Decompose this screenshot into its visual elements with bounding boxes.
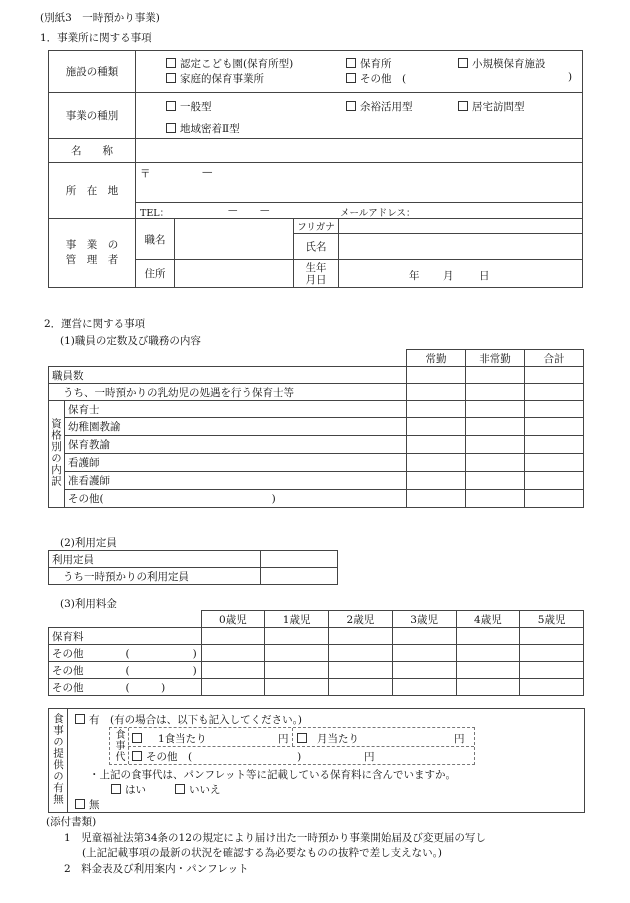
cell[interactable] xyxy=(466,367,525,384)
cell[interactable] xyxy=(466,454,525,472)
cell[interactable] xyxy=(201,679,265,696)
facility-type-label: 施設の種類 xyxy=(49,51,136,93)
staff-total-label: 職員数 xyxy=(49,367,407,384)
qualification-label: 資格別の内訳 xyxy=(49,401,65,508)
opt-nintei[interactable]: 認定こども園(保育所型) xyxy=(166,56,293,71)
contact-row xyxy=(136,203,583,219)
staff-row-label: 看護師 xyxy=(65,454,407,472)
home-address-label: 住所 xyxy=(136,260,175,288)
cell[interactable] xyxy=(520,662,584,679)
attach-title: (添付書類) xyxy=(46,816,97,828)
attach-item-2: 2 料金表及び利用案内・パンフレット xyxy=(64,863,249,875)
cell[interactable] xyxy=(407,367,466,384)
cell[interactable] xyxy=(525,418,584,436)
cell[interactable] xyxy=(392,679,456,696)
cell[interactable] xyxy=(329,645,393,662)
manager-label: 事 業 の 管 理 者 xyxy=(49,219,136,288)
fee-title: (3)利用料金 xyxy=(60,598,117,610)
cell[interactable] xyxy=(392,662,456,679)
job-title-label: 職名 xyxy=(136,219,175,260)
meal-vlabel-cell xyxy=(49,709,68,812)
cell[interactable] xyxy=(456,679,520,696)
postal-mark: 〒 xyxy=(140,168,151,180)
cell[interactable] xyxy=(525,401,584,418)
capacity-sub-field[interactable] xyxy=(261,568,338,585)
meal-cost-box xyxy=(109,727,475,765)
cell[interactable] xyxy=(407,401,466,418)
staff-table xyxy=(48,349,584,508)
tel-label: TEL： xyxy=(140,208,170,219)
meal-question: ・上記の食事代は、パンフレット等に記載している保育料に含んでいますか。 xyxy=(89,769,456,781)
cell[interactable] xyxy=(329,662,393,679)
col-fulltime: 常勤 xyxy=(407,350,466,367)
opt-small[interactable]: 小規模保育施設 xyxy=(458,56,546,71)
opt-yoyu[interactable]: 余裕活用型 xyxy=(346,99,413,114)
capacity-label: 利用定員 xyxy=(49,551,261,568)
fee-col: 5歳児 xyxy=(520,611,584,628)
per-meal-option[interactable]: 1食当たり xyxy=(132,731,207,746)
cell[interactable] xyxy=(407,454,466,472)
furigana-field[interactable] xyxy=(339,219,583,234)
cell[interactable] xyxy=(407,472,466,490)
staff-sub-label: うち、一時預かりの乳幼児の処遇を行う保育士等 xyxy=(49,384,407,401)
meal-iie[interactable]: いいえ xyxy=(175,782,221,797)
person-name-field[interactable] xyxy=(339,234,583,260)
cell[interactable] xyxy=(407,418,466,436)
cell[interactable] xyxy=(392,628,456,645)
meal-hai[interactable]: はい xyxy=(111,782,146,797)
yen-3: 円 xyxy=(364,751,375,763)
capacity-title: (2)利用定員 xyxy=(60,537,117,549)
meal-yes[interactable]: 有 (有の場合は、以下も記入してください。) xyxy=(75,712,302,727)
fee-row-label: その他 ( ) xyxy=(49,645,202,662)
cell[interactable] xyxy=(265,645,329,662)
cell[interactable] xyxy=(466,436,525,454)
mail-label: メールアドレス： xyxy=(340,208,416,219)
cell[interactable] xyxy=(329,628,393,645)
header: (別紙3 一時預かり事業) xyxy=(40,12,160,24)
birthdate-label: 生年 月日 xyxy=(294,260,339,288)
col-parttime: 非常勤 xyxy=(466,350,525,367)
cell[interactable] xyxy=(456,645,520,662)
opt-other-close: ) xyxy=(568,71,573,83)
section-2-title: 2．運営に関する事項 xyxy=(44,318,146,330)
cell[interactable] xyxy=(520,628,584,645)
person-name-label: 氏名 xyxy=(294,234,339,260)
cell[interactable] xyxy=(265,679,329,696)
staff-row-label: 准看護師 xyxy=(65,472,407,490)
cell[interactable] xyxy=(466,472,525,490)
opt-other[interactable]: その他 ( xyxy=(346,71,406,86)
address-field[interactable] xyxy=(136,163,583,203)
facility-table xyxy=(48,50,583,288)
cell[interactable] xyxy=(456,628,520,645)
cell[interactable] xyxy=(525,472,584,490)
location-label: 所 在 地 xyxy=(49,163,136,219)
cell[interactable] xyxy=(407,384,466,401)
cell[interactable] xyxy=(407,490,466,508)
fee-col: 4歳児 xyxy=(456,611,520,628)
cell[interactable] xyxy=(201,645,265,662)
tel-dash-1: — xyxy=(228,205,238,216)
capacity-sub-label: うち一時預かりの利用定員 xyxy=(49,568,261,585)
meal-vlabel: 食事の提供の有無 xyxy=(52,713,64,805)
cell[interactable] xyxy=(525,384,584,401)
month-label: 月 xyxy=(443,270,454,282)
opt-katei[interactable]: 家庭的保育事業所 xyxy=(166,71,264,86)
home-address-field[interactable] xyxy=(175,260,294,288)
opt-ippan[interactable]: 一般型 xyxy=(166,99,212,114)
fee-blank xyxy=(49,611,202,628)
fee-col: 1歳児 xyxy=(265,611,329,628)
capacity-field[interactable] xyxy=(261,551,338,568)
cell[interactable] xyxy=(525,454,584,472)
staff-blank xyxy=(49,350,407,367)
birthdate-field[interactable] xyxy=(339,260,583,288)
cell[interactable] xyxy=(201,628,265,645)
section-1-title: 1．事業所に関する事項 xyxy=(40,32,152,44)
year-label: 年 xyxy=(409,270,420,282)
fee-row-label: その他 ( ) xyxy=(49,662,202,679)
per-month-option[interactable]: 月当たり xyxy=(297,731,359,746)
tel-dash-2: — xyxy=(260,205,270,216)
furigana-label: フリガナ xyxy=(294,219,339,234)
col-total: 合計 xyxy=(525,350,584,367)
fee-row-label: その他 ( ) xyxy=(49,679,202,696)
opt-chiiki[interactable]: 地域密着Ⅱ型 xyxy=(166,121,240,136)
cell[interactable] xyxy=(520,645,584,662)
cell[interactable] xyxy=(201,662,265,679)
meal-no[interactable]: 無 xyxy=(75,797,100,812)
business-type-options xyxy=(136,93,583,139)
staff-row-label: その他( ) xyxy=(65,490,407,508)
cell[interactable] xyxy=(265,662,329,679)
cell[interactable] xyxy=(407,436,466,454)
cell[interactable] xyxy=(329,679,393,696)
yen-1: 円 xyxy=(278,733,289,745)
staff-row-label: 保育士 xyxy=(65,401,407,418)
attach-item-1-note: (上記記載事項の最新の状況を確認する為必要なものの抜粋で差し支えない。) xyxy=(82,847,442,859)
opt-kyotaku[interactable]: 居宅訪問型 xyxy=(458,99,525,114)
capacity-table xyxy=(48,550,338,585)
cell[interactable] xyxy=(466,490,525,508)
cell[interactable] xyxy=(456,662,520,679)
cell[interactable] xyxy=(525,367,584,384)
meal-cost-vlabel: 食事代 xyxy=(113,729,124,762)
cell[interactable] xyxy=(525,436,584,454)
meal-box xyxy=(48,708,585,813)
yen-2: 円 xyxy=(454,733,465,745)
cell[interactable] xyxy=(466,401,525,418)
name-field[interactable] xyxy=(136,139,583,163)
fee-row-label: 保育料 xyxy=(49,628,202,645)
name-label: 名 称 xyxy=(49,139,136,163)
fee-col: 2歳児 xyxy=(329,611,393,628)
business-type-label: 事業の種別 xyxy=(49,93,136,139)
opt-hoikusho[interactable]: 保育所 xyxy=(346,56,392,71)
other-meal-option[interactable]: その他 ( ) xyxy=(132,749,301,764)
cell[interactable] xyxy=(466,384,525,401)
staff-row-label: 幼稚園教諭 xyxy=(65,418,407,436)
facility-type-options xyxy=(136,51,583,93)
cell[interactable] xyxy=(265,628,329,645)
cell[interactable] xyxy=(520,679,584,696)
cell[interactable] xyxy=(525,490,584,508)
day-label: 日 xyxy=(479,270,490,282)
postal-dash: — xyxy=(202,166,213,178)
cell[interactable] xyxy=(392,645,456,662)
fee-col: 0歳児 xyxy=(201,611,265,628)
fee-col: 3歳児 xyxy=(392,611,456,628)
cell[interactable] xyxy=(466,418,525,436)
job-title-field[interactable] xyxy=(175,219,294,260)
fee-table xyxy=(48,610,584,696)
attach-item-1: 1 児童福祉法第34条の12の規定により届け出た一時預かり事業開始届及び変更届の写し xyxy=(64,832,486,844)
staff-title: (1)職員の定数及び職務の内容 xyxy=(60,335,201,347)
staff-row-label: 保育教諭 xyxy=(65,436,407,454)
